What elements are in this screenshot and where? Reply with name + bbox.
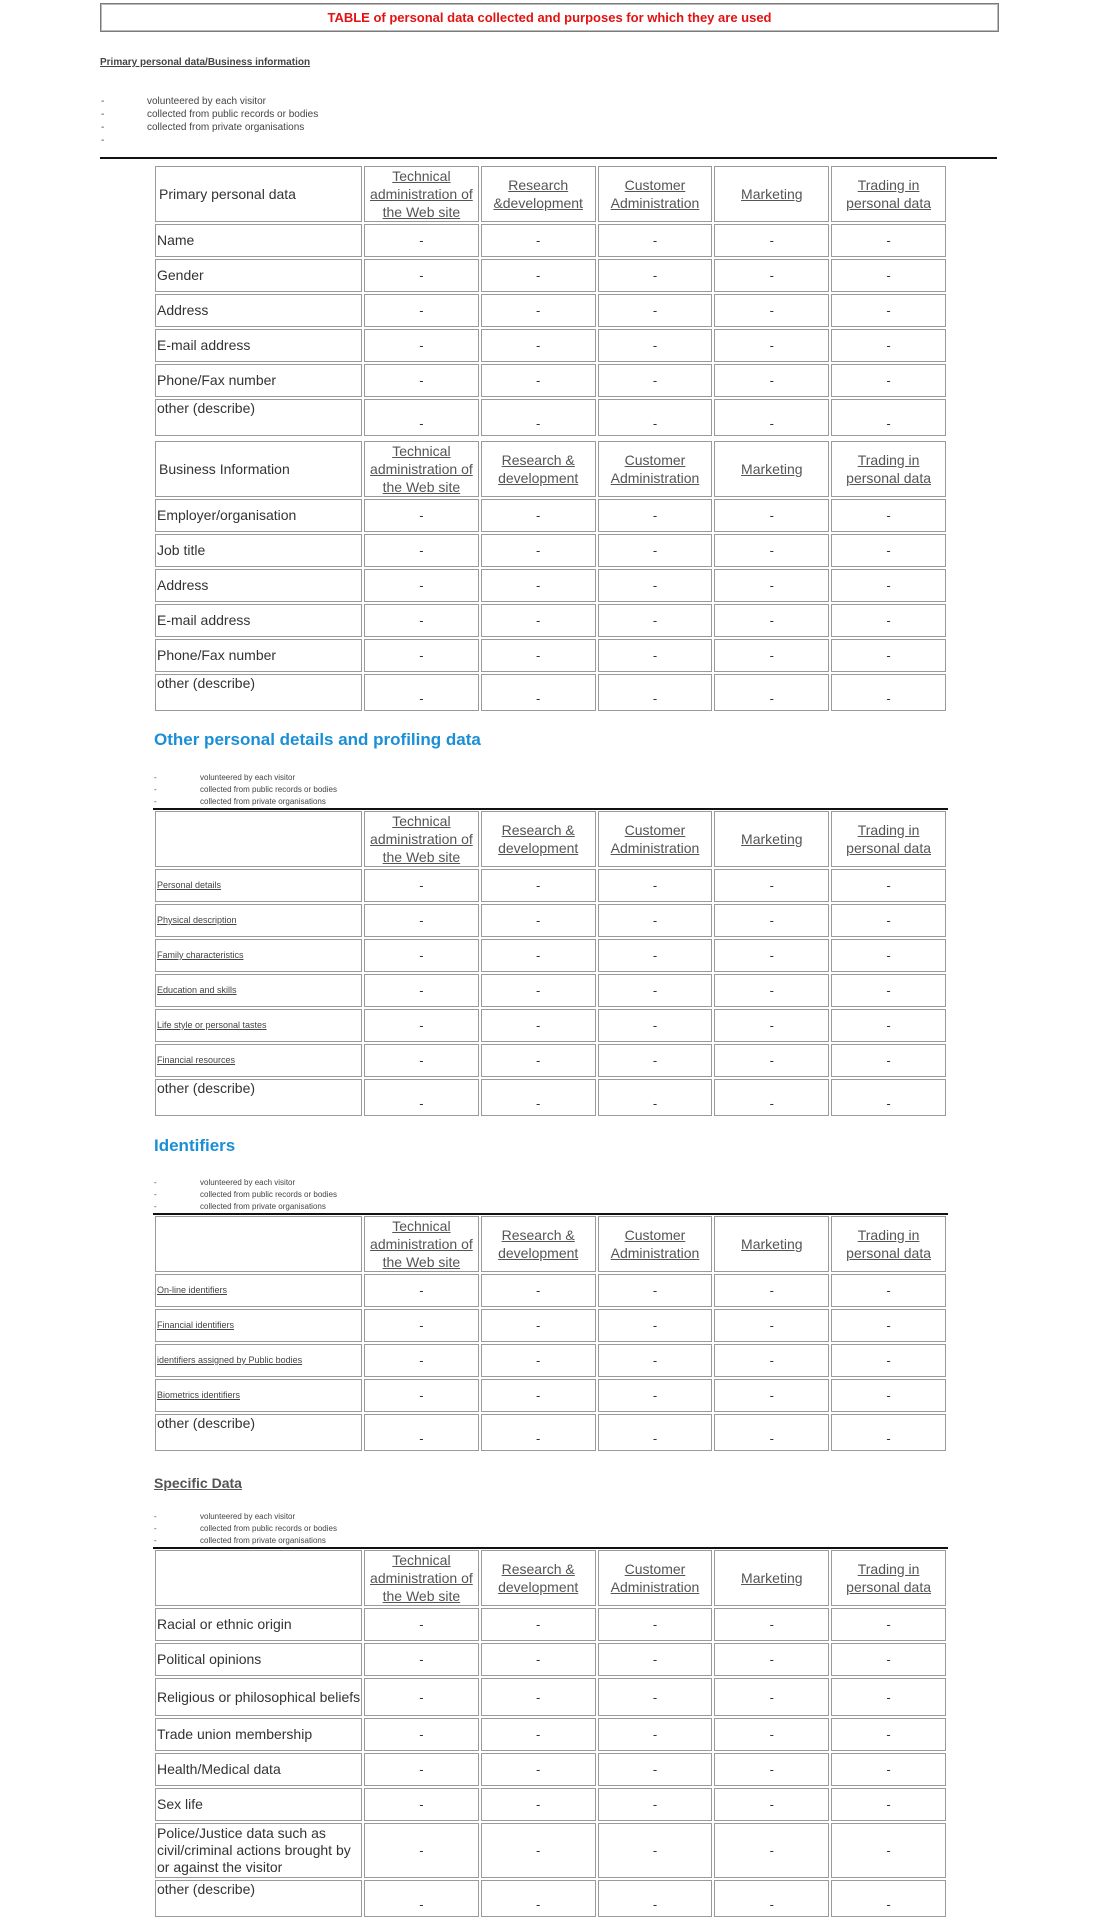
table-header-row (155, 1216, 946, 1272)
table-row: other (describe) - - - - - (155, 1880, 946, 1917)
column-header: Technical administration of the Web site (364, 166, 479, 222)
table-row: Address - - - - - (155, 294, 946, 327)
row-label: other (describe) (155, 674, 362, 711)
column-header: Research & development (481, 441, 596, 497)
row-label: Address (155, 294, 362, 327)
row-label: Physical description (155, 904, 362, 937)
column-header: Technical administration of the Web site (364, 811, 479, 867)
column-header: Technical administration of the Web site (364, 441, 479, 497)
row-label: Family characteristics (155, 939, 362, 972)
table-header-row (155, 166, 946, 222)
row-label: Job title (155, 534, 362, 567)
table-row: Gender - - - - - (155, 259, 946, 292)
row-label: Sex life (155, 1788, 362, 1821)
table-row: Personal details - - - - - (155, 869, 946, 902)
primary-data-table (153, 164, 948, 438)
source-item: collected from private organisations (200, 797, 326, 806)
table-row: other (describe) - - - - - (155, 399, 946, 436)
source-item: collected from public records or bodies (147, 109, 319, 120)
table-row: Financial resources - - - - - (155, 1044, 946, 1077)
column-header: Technical administration of the Web site (364, 1216, 479, 1272)
table-row: Life style or personal tastes - - - - - (155, 1009, 946, 1042)
table-row: Phone/Fax number - - - - - (155, 639, 946, 672)
row-label: Address (155, 569, 362, 602)
source-item: volunteered by each visitor (147, 96, 266, 107)
source-item: collected from public records or bodies (200, 1524, 337, 1533)
table-row: Racial or ethnic origin - - - - - (155, 1608, 946, 1641)
column-header: Research &development (481, 166, 596, 222)
table-header-row (155, 1550, 946, 1606)
table-row: Police/Justice data such as civil/criminal actions brought by or against the visitor - - - - - (155, 1823, 946, 1878)
source-item: collected from public records or bodies (200, 785, 337, 794)
column-header: Customer Administration (598, 1550, 713, 1606)
table-header-label (155, 811, 362, 867)
page-title-box (100, 3, 999, 32)
source-item: collected from private organisations (200, 1202, 326, 1211)
table-header-label (155, 1550, 362, 1606)
subheading: Primary personal data/Business information (100, 57, 311, 68)
source-item: collected from private organisations (147, 122, 305, 133)
table-row: Job title - - - - - (155, 534, 946, 567)
row-label: E-mail address (155, 604, 362, 637)
table-row: Trade union membership - - - - - (155, 1718, 946, 1751)
row-label: other (describe) (155, 399, 362, 436)
column-header: Trading in personal data (831, 811, 946, 867)
table-row: Phone/Fax number - - - - - (155, 364, 946, 397)
row-label: Phone/Fax number (155, 364, 362, 397)
row-label: Gender (155, 259, 362, 292)
source-item: volunteered by each visitor (200, 1178, 296, 1187)
row-label: Health/Medical data (155, 1753, 362, 1786)
table-row: Financial identifiers - - - - - (155, 1309, 946, 1342)
identifiers-data-table (153, 1214, 948, 1453)
column-header: Customer Administration (598, 1216, 713, 1272)
source-item: collected from private organisations (200, 1536, 326, 1545)
row-label: Police/Justice data such as civil/criminal actions brought by or against the visitor (155, 1823, 362, 1878)
column-header: Trading in personal data (831, 166, 946, 222)
table-row: Sex life - - - - - (155, 1788, 946, 1821)
row-label: Trade union membership (155, 1718, 362, 1751)
table-row: Employer/organisation - - - - - (155, 499, 946, 532)
row-label: identifiers assigned by Public bodies (155, 1344, 362, 1377)
table-row: Religious or philosophical beliefs - - - - - (155, 1678, 946, 1716)
row-label: Name (155, 224, 362, 257)
table-row: Health/Medical data - - - - - (155, 1753, 946, 1786)
row-label: Life style or personal tastes (155, 1009, 362, 1042)
specific-data-table (153, 1548, 948, 1919)
row-label: E-mail address (155, 329, 362, 362)
table-row: Political opinions - - - - - (155, 1643, 946, 1676)
table-row: Address - - - - - (155, 569, 946, 602)
column-header: Trading in personal data (831, 1550, 946, 1606)
column-header: Customer Administration (598, 166, 713, 222)
table-header-label: Primary personal data (155, 166, 362, 222)
table-header-row (155, 441, 946, 497)
row-label: other (describe) (155, 1414, 362, 1451)
column-header: Customer Administration (598, 811, 713, 867)
row-label: Biometrics identifiers (155, 1379, 362, 1412)
column-header: Research & development (481, 811, 596, 867)
row-label: Political opinions (155, 1643, 362, 1676)
row-label: Phone/Fax number (155, 639, 362, 672)
column-header: Marketing (714, 1550, 829, 1606)
table-row: E-mail address - - - - - (155, 604, 946, 637)
column-header: Customer Administration (598, 441, 713, 497)
table-row: On-line identifiers - - - - - (155, 1274, 946, 1307)
table-header-row (155, 811, 946, 867)
column-header: Trading in personal data (831, 441, 946, 497)
divider (100, 157, 997, 159)
column-header: Marketing (714, 166, 829, 222)
column-header: Technical administration of the Web site (364, 1550, 479, 1606)
source-item: volunteered by each visitor (200, 1512, 296, 1521)
column-header: Trading in personal data (831, 1216, 946, 1272)
row-label: other (describe) (155, 1880, 362, 1917)
column-header: Marketing (714, 441, 829, 497)
table-row: other (describe) - - - - - (155, 1414, 946, 1451)
row-label: On-line identifiers (155, 1274, 362, 1307)
table-row: Biometrics identifiers - - - - - (155, 1379, 946, 1412)
section-title-identifiers: Identifiers (154, 1136, 236, 1155)
column-header: Marketing (714, 1216, 829, 1272)
row-label: Financial identifiers (155, 1309, 362, 1342)
table-header-label (155, 1216, 362, 1272)
table-header-label: Business Information (155, 441, 362, 497)
row-label: Personal details (155, 869, 362, 902)
column-header: Marketing (714, 811, 829, 867)
table-row: other (describe) - - - - - (155, 1079, 946, 1116)
row-label: Employer/organisation (155, 499, 362, 532)
table-row: identifiers assigned by Public bodies - - - - - (155, 1344, 946, 1377)
table-row: other (describe) - - - - - (155, 674, 946, 711)
row-label: Religious or philosophical beliefs (155, 1678, 362, 1716)
table-row: Education and skills - - - - - (155, 974, 946, 1007)
row-label: Racial or ethnic origin (155, 1608, 362, 1641)
column-header: Research & development (481, 1550, 596, 1606)
table-row: Name - - - - - (155, 224, 946, 257)
section-title-profiling: Other personal details and profiling data (154, 730, 481, 749)
profiling-data-table (153, 809, 948, 1118)
table-row: E-mail address - - - - - (155, 329, 946, 362)
table-row: Family characteristics - - - - - (155, 939, 946, 972)
row-label: other (describe) (155, 1079, 362, 1116)
row-label: Education and skills (155, 974, 362, 1007)
business-data-table (153, 439, 948, 713)
row-label: Financial resources (155, 1044, 362, 1077)
table-row: Physical description - - - - - (155, 904, 946, 937)
source-item: volunteered by each visitor (200, 773, 296, 782)
section-title-specific: Specific Data (154, 1475, 242, 1491)
column-header: Research & development (481, 1216, 596, 1272)
page-title: TABLE of personal data collected and purposes for which they are used (327, 10, 772, 25)
source-item: collected from public records or bodies (200, 1190, 337, 1199)
